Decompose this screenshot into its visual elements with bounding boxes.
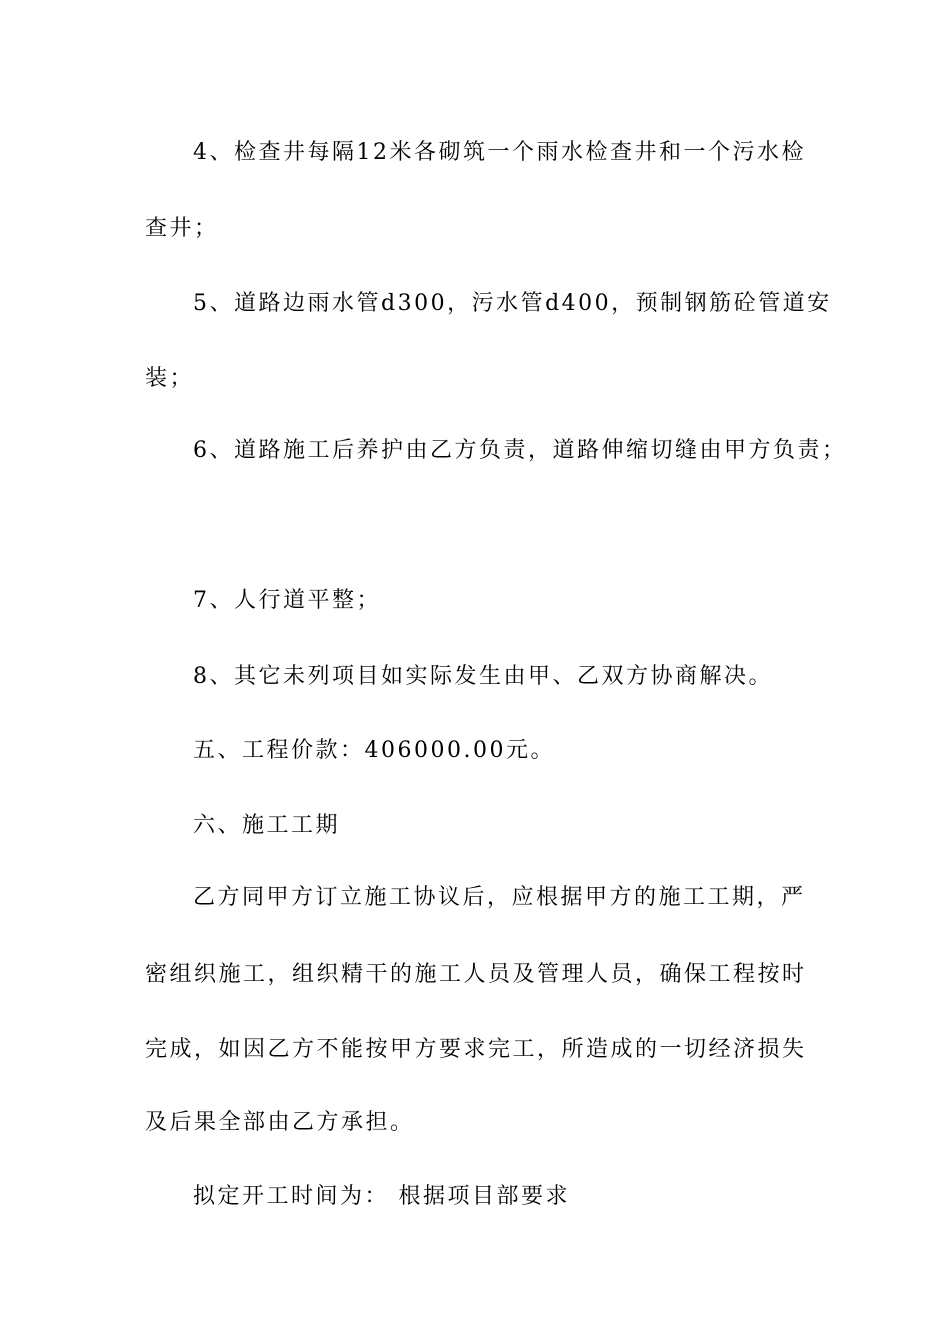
item-4-line-2: 查井； [145,216,219,241]
schedule-paragraph-line-1: 乙方同甲方订立施工协议后，应根据甲方的施工工期，严 [193,885,806,910]
item-4-line-1: 4、检查井每隔12米各砌筑一个雨水检查井和一个污水检 [193,140,806,165]
schedule-paragraph-line-2: 密组织施工，组织精干的施工人员及管理人员，确保工程按时 [145,962,807,987]
item-5-line-1: 5、道路边雨水管d300，污水管d400，预制钢筋砼管道安 [193,291,832,316]
item-6-line: 6、道路施工后养护由乙方负责，道路伸缩切缝由甲方负责； [193,438,847,463]
section-6-heading: 六、施工工期 [193,813,341,838]
schedule-paragraph-line-4: 及后果全部由乙方承担。 [145,1110,415,1135]
item-5-line-2: 装； [145,366,195,391]
item-8-line: 8、其它未列项目如实际发生由甲、乙双方协商解决。 [193,664,773,689]
section-5-heading: 五、工程价款：406000.00元。 [193,738,555,763]
item-7-line: 7、人行道平整； [193,588,381,613]
schedule-paragraph-line-3: 完成，如因乙方不能按甲方要求完工，所造成的一切经济损失 [145,1037,807,1062]
start-time-line: 拟定开工时间为： 根据项目部要求 [193,1184,570,1209]
